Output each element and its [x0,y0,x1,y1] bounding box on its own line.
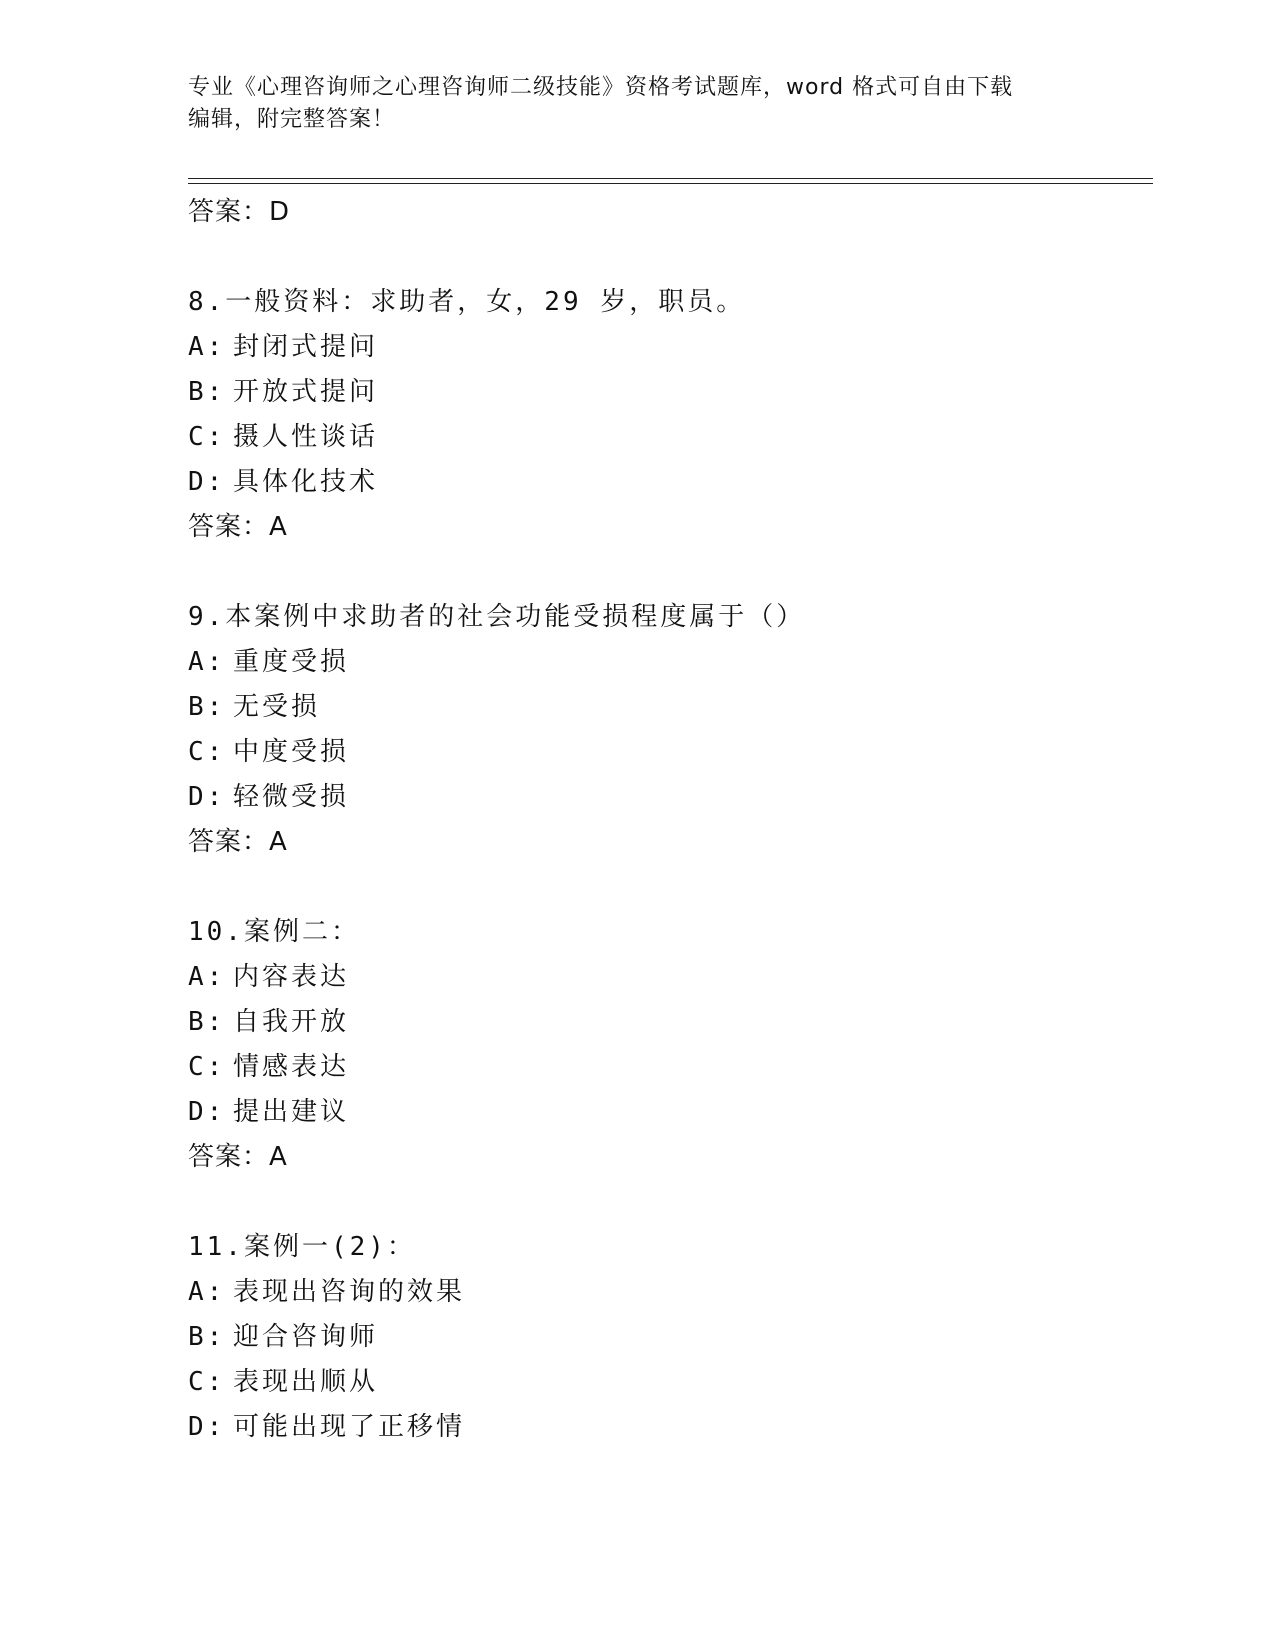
option-key: B: [188,1322,226,1352]
header-rule-bottom [188,183,1153,184]
option-key: A: [188,1277,226,1307]
option-c [188,730,1128,775]
question-block [188,910,1128,1180]
option-text: 开放式提问 [233,377,379,407]
option-d [188,1090,1128,1135]
question-stem: 10.案例二： [188,917,360,947]
option-key: C: [188,1367,226,1397]
answer-line: 答案：A [188,1142,288,1172]
answer-line: 答案：A [188,512,288,542]
question-block [188,1225,1128,1450]
option-text: 具体化技术 [233,467,379,497]
option-text: 表现出顺从 [233,1367,379,1397]
option-b [188,685,1128,730]
option-key: B: [188,377,226,407]
option-text: 迎合咨询师 [233,1322,379,1352]
option-text: 封闭式提问 [233,332,379,362]
question-block [188,595,1128,865]
answer-line: 答案：D [188,197,291,227]
option-text: 摄人性谈话 [233,422,379,452]
option-text: 重度受损 [233,647,350,677]
option-key: D: [188,467,226,497]
option-c [188,1045,1128,1090]
header-line-1: 专业《心理咨询师之心理咨询师二级技能》资格考试题库，word 格式可自由下载 [188,75,1014,100]
question-stem: 8.一般资料：求助者，女，29 岁，职员。 [188,287,746,317]
option-text: 内容表达 [233,962,350,992]
option-b [188,1000,1128,1045]
option-key: D: [188,1097,226,1127]
spacer [188,235,1128,280]
option-key: C: [188,1052,226,1082]
option-text: 中度受损 [233,737,350,767]
option-text: 情感表达 [233,1052,350,1082]
option-key: D: [188,782,226,812]
option-text: 无受损 [233,692,321,722]
option-key: C: [188,422,226,452]
option-text: 提出建议 [233,1097,350,1127]
option-text: 可能出现了正移情 [233,1412,466,1442]
option-d [188,1405,1128,1450]
header-rule-top [188,178,1153,179]
option-c [188,1360,1128,1405]
option-a [188,955,1128,1000]
option-d [188,460,1128,505]
option-key: C: [188,737,226,767]
option-d [188,775,1128,820]
answer-line: 答案：A [188,827,288,857]
option-a [188,640,1128,685]
option-key: B: [188,1007,226,1037]
document-header [188,72,1068,136]
option-key: A: [188,962,226,992]
option-text: 表现出咨询的效果 [233,1277,466,1307]
option-a [188,1270,1128,1315]
option-key: A: [188,332,226,362]
question-stem: 9.本案例中求助者的社会功能受损程度属于（） [188,602,806,632]
spacer [188,550,1128,595]
option-text: 自我开放 [233,1007,350,1037]
spacer [188,865,1128,910]
option-key: B: [188,692,226,722]
option-key: A: [188,647,226,677]
option-a [188,325,1128,370]
question-block [188,280,1128,550]
header-line-2: 编辑，附完整答案！ [188,107,396,132]
option-b [188,370,1128,415]
question-content [188,190,1128,1450]
option-key: D: [188,1412,226,1442]
option-c [188,415,1128,460]
spacer [188,1180,1128,1225]
question-stem: 11.案例一(2)： [188,1232,416,1262]
option-text: 轻微受损 [233,782,350,812]
option-b [188,1315,1128,1360]
